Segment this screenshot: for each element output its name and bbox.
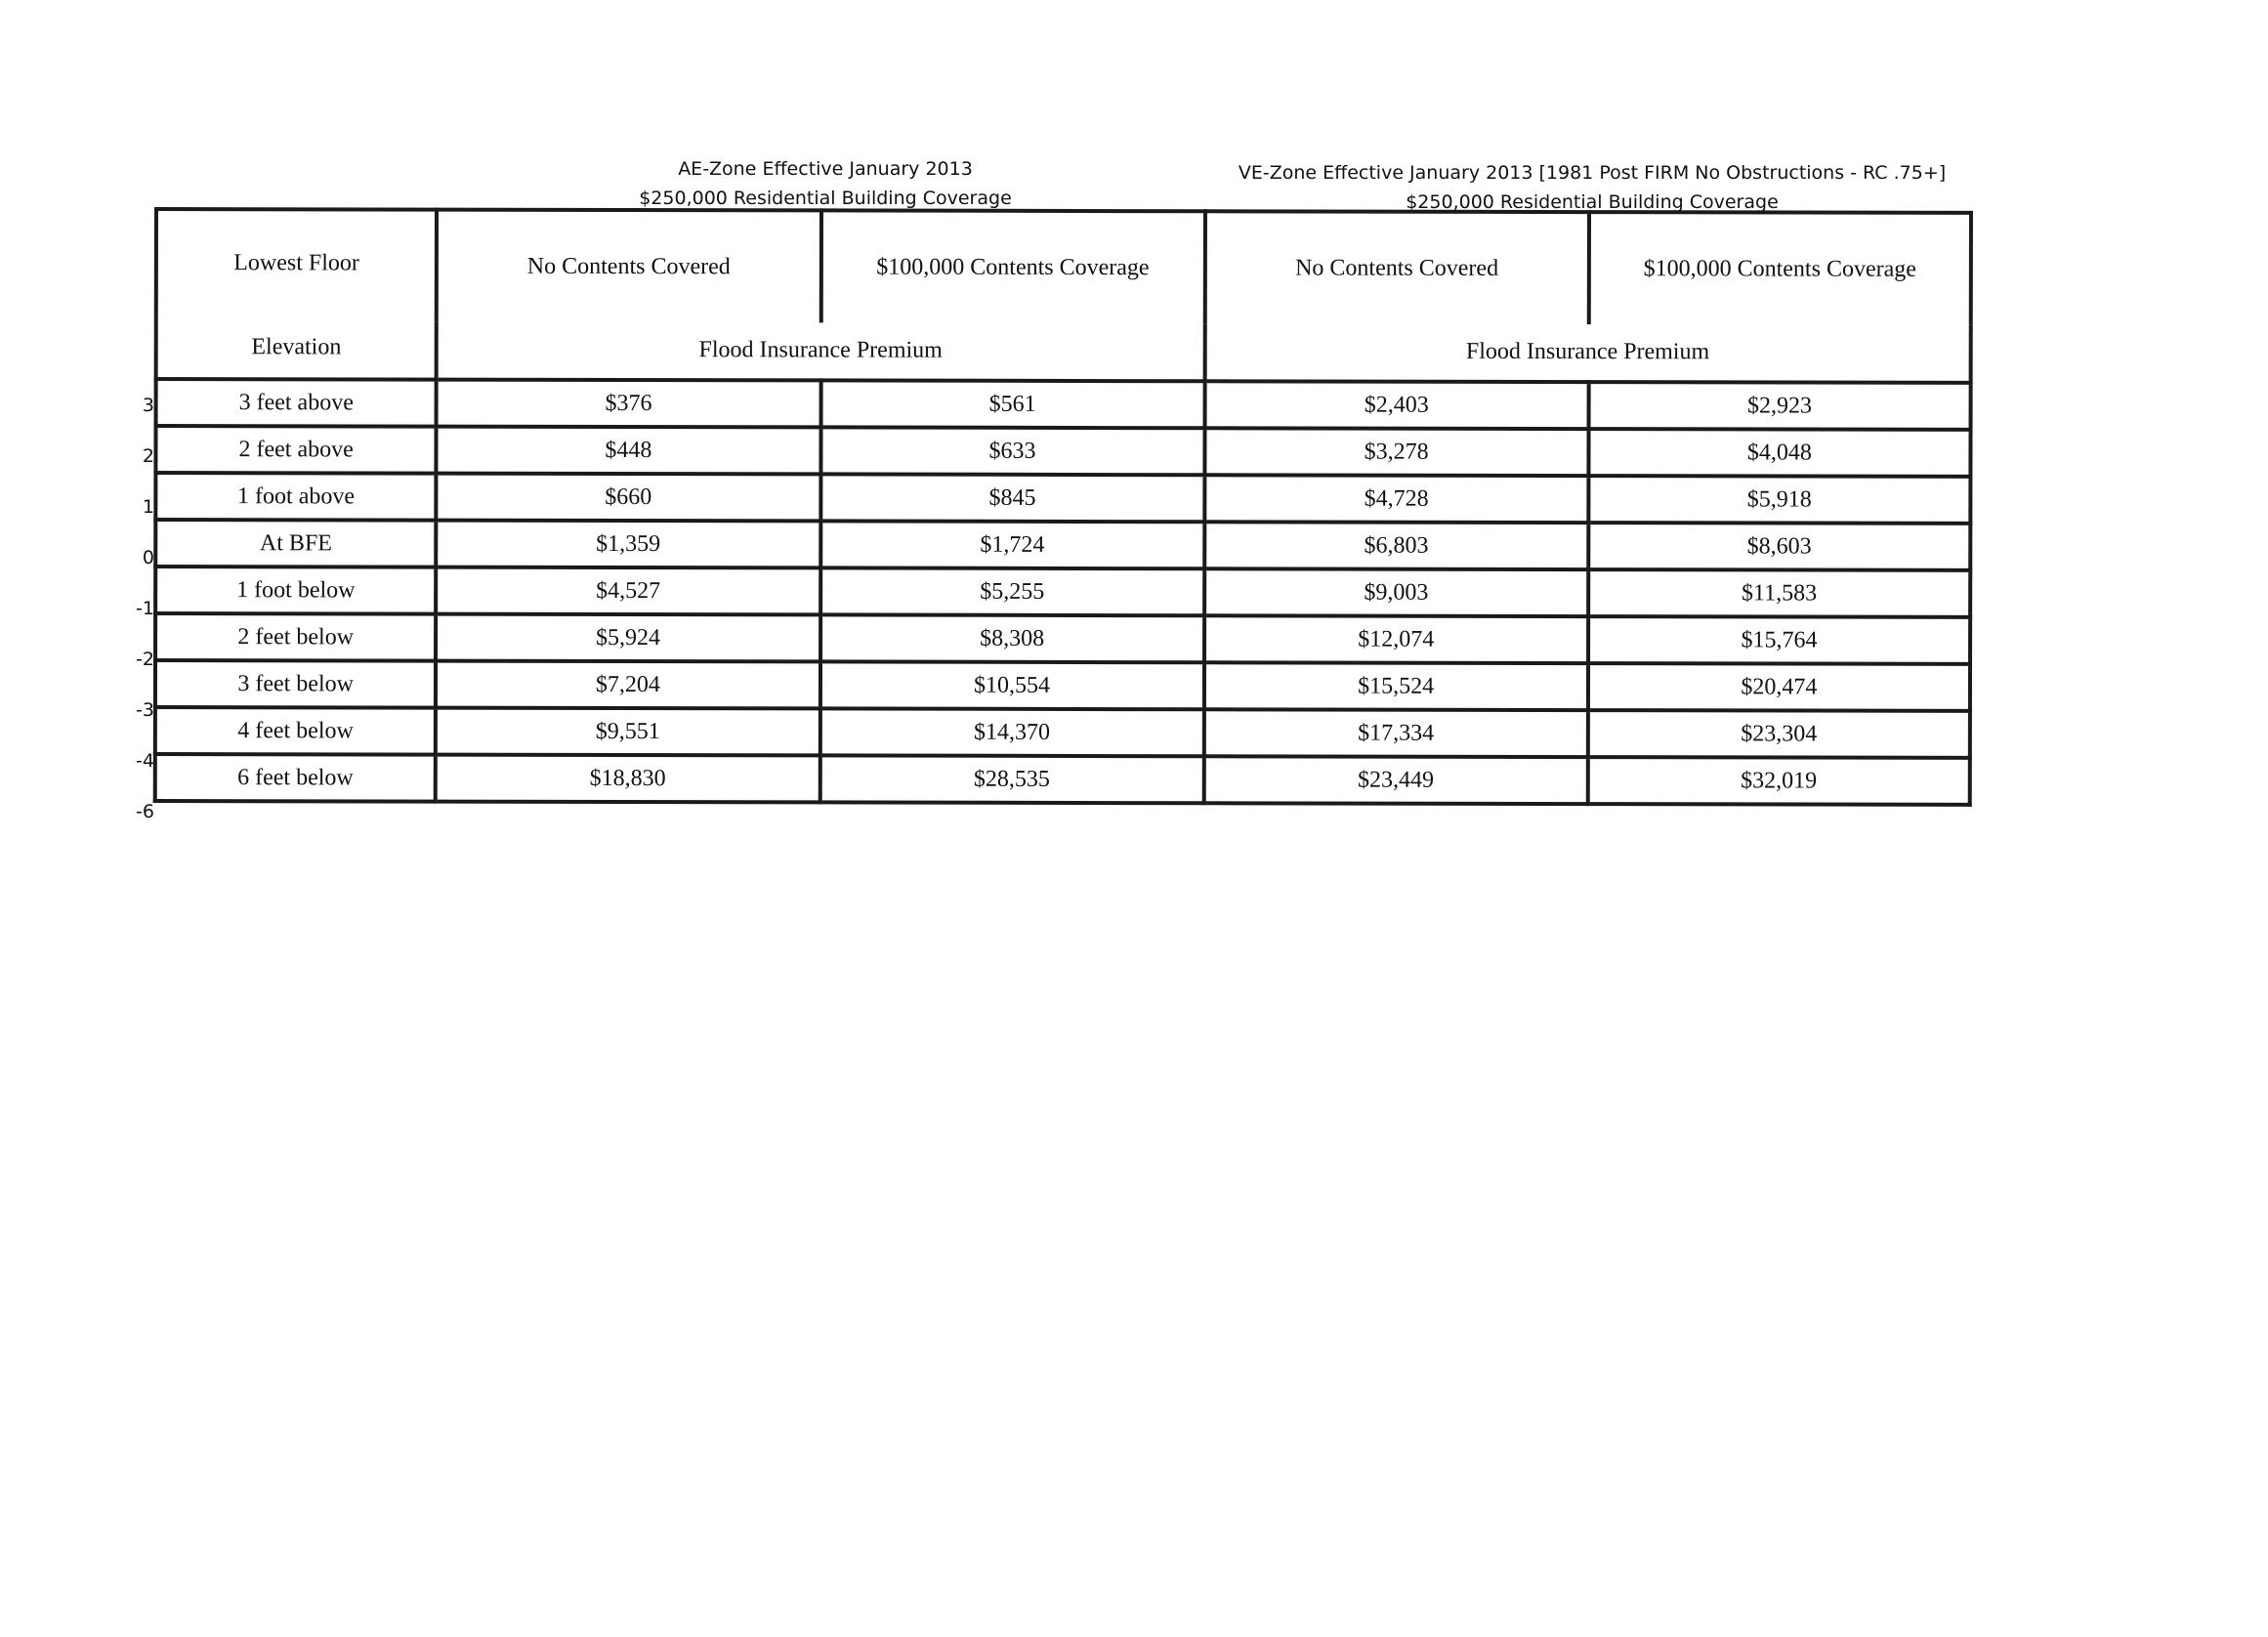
- ve-no-contents-premium: $2,403: [1204, 381, 1588, 429]
- elevation-cell: 1 foot below: [155, 567, 436, 614]
- ae-no-contents-premium: $660: [437, 474, 820, 522]
- ve-with-contents-premium: $32,019: [1588, 757, 1970, 805]
- elevation-cell: 6 feet below: [155, 754, 436, 802]
- ve-zone-heading: [1201, 158, 1983, 217]
- ae-with-contents-header: $100,000 Contents Coverage: [820, 210, 1204, 322]
- ve-with-contents-premium: $2,923: [1588, 382, 1970, 430]
- ve-no-contents-premium: $4,728: [1204, 475, 1588, 523]
- row-index-label: -2: [136, 649, 154, 670]
- ae-with-contents-premium: $28,535: [819, 755, 1203, 803]
- ve-with-contents-header: $100,000 Contents Coverage: [1589, 212, 1971, 324]
- ve-no-contents-header: No Contents Covered: [1204, 211, 1588, 323]
- table-row: [155, 567, 1970, 617]
- ae-no-contents-premium: $448: [437, 427, 820, 475]
- elevation-cell: 2 feet below: [155, 613, 436, 661]
- elevation-header-top: Lowest Floor: [233, 250, 359, 276]
- ve-with-contents-premium: $23,304: [1588, 710, 1970, 758]
- row-index-label: 1: [142, 496, 154, 518]
- table-row: [155, 520, 1970, 570]
- table-row: [156, 379, 1971, 430]
- row-index-label: 0: [142, 547, 154, 568]
- header-row-subcolumns: [156, 209, 1971, 325]
- ae-no-contents-header: No Contents Covered: [437, 210, 820, 322]
- ae-with-contents-premium: $5,255: [820, 567, 1204, 615]
- elevation-header: [156, 209, 438, 380]
- table-row: [155, 707, 1970, 758]
- ve-no-contents-premium: $17,334: [1203, 709, 1587, 757]
- ae-with-contents-premium: $633: [820, 427, 1204, 475]
- ve-no-contents-premium: $3,278: [1204, 428, 1588, 476]
- ve-no-contents-premium: $6,803: [1204, 522, 1588, 569]
- ae-no-contents-premium: $5,924: [436, 614, 819, 662]
- table-row: [155, 754, 1970, 805]
- ae-premium-group-header: Flood Insurance Premium: [437, 321, 1204, 381]
- elevation-cell: 2 feet above: [155, 426, 436, 474]
- elevation-cell: 1 foot above: [155, 473, 436, 521]
- ae-zone-heading: [567, 154, 1084, 213]
- elevation-cell: At BFE: [155, 520, 436, 567]
- ve-no-contents-premium: $15,524: [1204, 662, 1588, 710]
- ve-premium-group-header: Flood Insurance Premium: [1204, 323, 1970, 383]
- row-index-label: -1: [136, 598, 154, 619]
- ae-with-contents-premium: $14,370: [819, 708, 1203, 756]
- elevation-header-bottom: Elevation: [251, 334, 342, 360]
- elevation-cell: 3 feet below: [155, 660, 436, 708]
- ae-zone-title: AE-Zone Effective January 2013: [678, 158, 973, 180]
- ae-no-contents-premium: $4,527: [436, 567, 819, 615]
- row-index-label: -6: [136, 801, 154, 822]
- flood-premium-table: [153, 207, 1973, 807]
- ae-with-contents-premium: $1,724: [820, 521, 1204, 568]
- ae-with-contents-premium: $561: [820, 380, 1204, 428]
- ae-no-contents-premium: $376: [437, 380, 820, 428]
- row-index-label: 3: [142, 395, 154, 416]
- ae-zone-coverage: $250,000 Residential Building Coverage: [639, 188, 1012, 209]
- ve-with-contents-premium: $4,048: [1588, 429, 1970, 477]
- table-row: [155, 613, 1970, 664]
- ve-with-contents-premium: $5,918: [1588, 476, 1970, 524]
- table-row: [155, 473, 1970, 524]
- row-index-label: -4: [136, 750, 154, 772]
- ae-no-contents-premium: $7,204: [436, 661, 819, 709]
- ae-with-contents-premium: $10,554: [819, 661, 1203, 709]
- table-row: [155, 660, 1970, 711]
- ve-zone-coverage: $250,000 Residential Building Coverage: [1406, 191, 1779, 213]
- row-index-label: 2: [142, 445, 154, 467]
- ve-no-contents-premium: $12,074: [1204, 615, 1588, 663]
- ae-with-contents-premium: $8,308: [820, 614, 1204, 662]
- ve-with-contents-premium: $15,764: [1588, 616, 1970, 664]
- ae-no-contents-premium: $1,359: [437, 521, 820, 568]
- ae-with-contents-premium: $845: [820, 474, 1204, 522]
- ve-with-contents-premium: $8,603: [1588, 523, 1970, 570]
- ve-no-contents-premium: $23,449: [1203, 756, 1587, 804]
- table-row: [155, 426, 1970, 477]
- elevation-cell: 3 feet above: [156, 379, 437, 427]
- ve-zone-title: VE-Zone Effective January 2013 [1981 Post FIRM No Obstructions - RC .75+]: [1238, 162, 1947, 184]
- elevation-cell: 4 feet below: [155, 707, 436, 755]
- ve-no-contents-premium: $9,003: [1204, 568, 1588, 616]
- ae-no-contents-premium: $9,551: [436, 708, 819, 756]
- ve-with-contents-premium: $11,583: [1588, 569, 1970, 617]
- row-index-label: -3: [136, 699, 154, 721]
- ae-no-contents-premium: $18,830: [436, 755, 819, 803]
- ve-with-contents-premium: $20,474: [1588, 663, 1970, 711]
